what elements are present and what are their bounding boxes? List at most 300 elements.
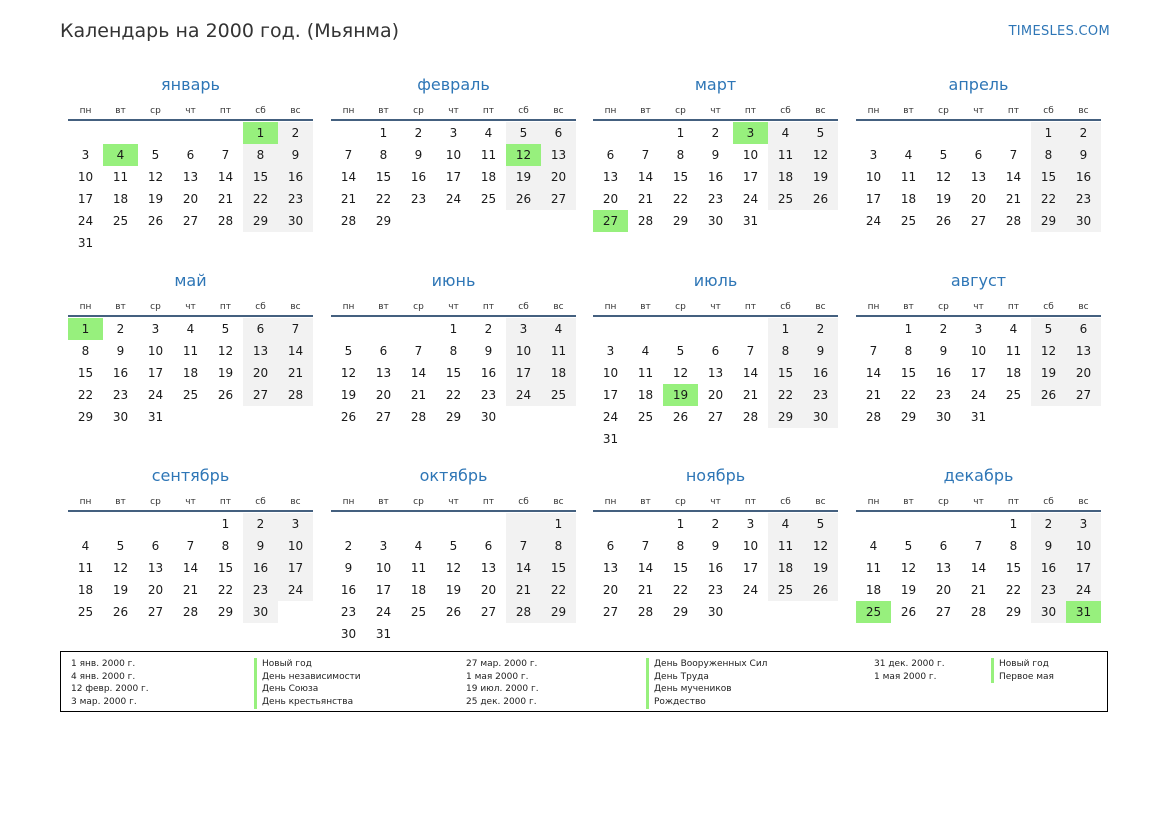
day-cell: 15 [541, 557, 576, 579]
day-cell: 24 [77, 214, 94, 228]
day-cell: 27 [602, 605, 619, 619]
weekday-label: вт [903, 106, 914, 116]
month-name: январь [161, 75, 220, 94]
day-cell: 11 [182, 344, 199, 358]
legend-date: 31 дек. 2000 г. [874, 659, 945, 669]
month-name: октябрь [419, 466, 488, 485]
empty-cell [593, 513, 628, 535]
legend-date: 1 мая 2000 г. [874, 671, 937, 682]
month-10 [593, 466, 838, 623]
day-cell: 7 [414, 344, 423, 358]
day-cell: 15 [445, 366, 462, 380]
weekday-label: пн [867, 497, 880, 507]
day-cell: 12 [803, 144, 838, 166]
day-cell: 29 [217, 605, 234, 619]
empty-cell [856, 122, 891, 144]
day-cell: 29 [375, 214, 392, 228]
day-cell: 31 [742, 214, 759, 228]
day-cell: 27 [970, 214, 987, 228]
day-cell: 18 [77, 583, 94, 597]
day-cell: 26 [900, 605, 917, 619]
empty-cell [856, 513, 891, 535]
day-cell: 4 [484, 126, 493, 140]
day-cell: 13 [480, 561, 497, 575]
weekday-label: пт [1007, 106, 1020, 116]
day-cell: 22 [541, 579, 576, 601]
day-cell: 13 [375, 366, 392, 380]
weekday-label: пн [867, 106, 880, 116]
month-8 [68, 466, 313, 623]
weekday-label: пт [219, 497, 232, 507]
day-cell: 10 [77, 170, 94, 184]
day-cell: 28 [182, 605, 199, 619]
empty-cell [331, 513, 366, 535]
day-cell: 14 [278, 340, 313, 362]
day-cell: 15 [1031, 166, 1066, 188]
day-cell: 4 [414, 539, 423, 553]
legend-date: 1 мая 2000 г. [466, 671, 529, 682]
day-cell: 16 [803, 362, 838, 384]
empty-cell [891, 122, 926, 144]
empty-cell [103, 122, 138, 144]
day-cell: 24 [445, 192, 462, 206]
day-cell: 26 [147, 214, 164, 228]
empty-cell [628, 122, 663, 144]
weekday-label: вс [1078, 497, 1089, 507]
day-cell: 6 [939, 539, 948, 553]
day-cell: 3 [869, 148, 878, 162]
weekday-header [593, 299, 838, 317]
day-cell: 8 [243, 144, 278, 166]
day-cell: 16 [410, 170, 427, 184]
weekday-label: ср [675, 106, 686, 116]
day-cell: 30 [1031, 601, 1066, 623]
holiday-day-cell: 3 [733, 122, 768, 144]
month-6 [593, 271, 838, 450]
legend-date: 4 янв. 2000 г. [71, 671, 136, 682]
day-cell: 11 [410, 561, 427, 575]
empty-cell [926, 513, 961, 535]
legend-holiday-name: Рождество [646, 696, 767, 709]
weekday-label: вс [290, 302, 301, 312]
day-cell: 24 [865, 214, 882, 228]
day-cell: 4 [641, 344, 650, 358]
day-cell: 23 [803, 384, 838, 406]
day-cell: 26 [112, 605, 129, 619]
day-cell: 10 [147, 344, 164, 358]
day-cell: 23 [410, 192, 427, 206]
weekday-label: сб [518, 497, 529, 507]
day-cell: 21 [865, 388, 882, 402]
day-cell: 30 [935, 410, 952, 424]
legend-date: 12 февр. 2000 г. [71, 684, 149, 695]
day-cell: 6 [484, 539, 493, 553]
weekday-label: вс [290, 106, 301, 116]
day-cell: 2 [803, 318, 838, 340]
day-cell: 3 [746, 517, 755, 531]
day-cell: 13 [935, 561, 952, 575]
day-cell: 2 [484, 322, 493, 336]
day-cell: 25 [768, 579, 803, 601]
day-cell: 30 [340, 627, 357, 641]
weekday-label: вс [290, 497, 301, 507]
day-cell: 25 [112, 214, 129, 228]
day-cell: 17 [742, 561, 759, 575]
day-cell: 21 [1005, 192, 1022, 206]
day-cell: 22 [768, 384, 803, 406]
month-11 [856, 466, 1101, 623]
day-cell: 5 [449, 539, 458, 553]
holiday-legend [60, 651, 1108, 712]
day-cell: 29 [1005, 605, 1022, 619]
day-cell: 12 [935, 170, 952, 184]
day-cell: 25 [1005, 388, 1022, 402]
day-cell: 23 [935, 388, 952, 402]
weekday-label: чт [710, 497, 721, 507]
day-cell: 7 [506, 535, 541, 557]
day-cell: 15 [672, 561, 689, 575]
day-cell: 22 [672, 583, 689, 597]
day-cell: 6 [243, 318, 278, 340]
weekday-label: сб [780, 106, 791, 116]
day-cell: 3 [81, 148, 90, 162]
month-4 [68, 271, 313, 428]
weekday-label: вс [815, 302, 826, 312]
empty-cell [698, 318, 733, 340]
weekday-label: чт [448, 497, 459, 507]
day-cell: 25 [768, 188, 803, 210]
legend-holiday-name: Новый год [254, 658, 361, 671]
weekday-label: ср [675, 497, 686, 507]
day-cell: 26 [672, 410, 689, 424]
day-cell: 27 [243, 384, 278, 406]
site-link[interactable]: TIMESLES.COM [1008, 24, 1110, 39]
weekday-header [856, 299, 1101, 317]
month-5 [331, 271, 576, 428]
day-cell: 5 [1031, 318, 1066, 340]
day-cell: 27 [375, 410, 392, 424]
weekday-header [593, 103, 838, 121]
weekday-label: вт [115, 106, 126, 116]
day-cell: 28 [865, 410, 882, 424]
weekday-header [856, 103, 1101, 121]
day-cell: 21 [340, 192, 357, 206]
day-cell: 13 [602, 170, 619, 184]
weekday-label: сб [1043, 497, 1054, 507]
weekday-label: ср [938, 302, 949, 312]
month-0 [68, 75, 313, 254]
empty-cell [103, 513, 138, 535]
day-cell: 26 [217, 388, 234, 402]
day-cell: 22 [243, 188, 278, 210]
day-cell: 14 [506, 557, 541, 579]
weekday-label: чт [973, 302, 984, 312]
day-cell: 28 [970, 605, 987, 619]
day-cell: 16 [1066, 166, 1101, 188]
day-cell: 6 [974, 148, 983, 162]
day-cell: 15 [900, 366, 917, 380]
day-cell: 15 [217, 561, 234, 575]
day-cell: 29 [900, 410, 917, 424]
weekday-label: пн [79, 497, 92, 507]
day-cell: 9 [243, 535, 278, 557]
day-cell: 8 [676, 148, 685, 162]
day-cell: 29 [243, 210, 278, 232]
day-cell: 17 [278, 557, 313, 579]
day-cell: 17 [445, 170, 462, 184]
day-cell: 11 [768, 535, 803, 557]
day-cell: 7 [278, 318, 313, 340]
day-cell: 30 [1066, 210, 1101, 232]
weekday-label: пн [342, 302, 355, 312]
day-cell: 12 [340, 366, 357, 380]
day-cell: 1 [379, 126, 388, 140]
day-cell: 16 [243, 557, 278, 579]
day-cell: 4 [1009, 322, 1018, 336]
day-cell: 7 [1009, 148, 1018, 162]
day-cell: 7 [344, 148, 353, 162]
day-cell: 22 [77, 388, 94, 402]
day-cell: 8 [541, 535, 576, 557]
empty-cell [856, 318, 891, 340]
weekday-header [331, 299, 576, 317]
day-cell: 1 [904, 322, 913, 336]
day-cell: 1 [768, 318, 803, 340]
weekday-header [593, 494, 838, 512]
day-cell: 9 [939, 344, 948, 358]
day-grid [856, 513, 1101, 623]
day-cell: 19 [935, 192, 952, 206]
day-cell: 3 [449, 126, 458, 140]
day-cell: 22 [1005, 583, 1022, 597]
day-cell: 24 [602, 410, 619, 424]
day-cell: 4 [768, 122, 803, 144]
day-cell: 4 [541, 318, 576, 340]
legend-holiday-name: День Труда [646, 671, 767, 684]
day-cell: 18 [480, 170, 497, 184]
day-cell: 17 [506, 362, 541, 384]
day-cell: 9 [278, 144, 313, 166]
day-cell: 20 [707, 388, 724, 402]
legend-date: 27 мар. 2000 г. [466, 659, 538, 669]
legend-holiday-name: День мучеников [646, 683, 767, 696]
day-cell: 21 [278, 362, 313, 384]
weekday-label: ср [675, 302, 686, 312]
day-cell: 17 [147, 366, 164, 380]
weekday-label: вт [378, 106, 389, 116]
day-cell: 14 [742, 366, 759, 380]
empty-cell [628, 318, 663, 340]
day-cell: 22 [217, 583, 234, 597]
day-cell: 22 [375, 192, 392, 206]
day-cell: 30 [707, 214, 724, 228]
weekday-label: вс [1078, 106, 1089, 116]
day-cell: 1 [1009, 517, 1018, 531]
weekday-label: пн [342, 497, 355, 507]
weekday-label: сб [1043, 302, 1054, 312]
day-cell: 14 [865, 366, 882, 380]
day-cell: 14 [410, 366, 427, 380]
day-cell: 21 [182, 583, 199, 597]
weekday-header [68, 103, 313, 121]
day-cell: 4 [768, 513, 803, 535]
day-cell: 14 [637, 561, 654, 575]
day-cell: 11 [112, 170, 129, 184]
legend-names-3 [991, 658, 1054, 683]
weekday-label: сб [780, 497, 791, 507]
empty-cell [68, 513, 103, 535]
weekday-label: вт [115, 497, 126, 507]
weekday-label: вт [903, 497, 914, 507]
day-cell: 14 [1005, 170, 1022, 184]
day-cell: 5 [116, 539, 125, 553]
day-cell: 6 [606, 539, 615, 553]
day-cell: 23 [243, 579, 278, 601]
day-cell: 5 [939, 148, 948, 162]
day-cell: 10 [742, 148, 759, 162]
day-cell: 29 [541, 601, 576, 623]
legend-names-1 [254, 658, 361, 709]
day-cell: 11 [768, 144, 803, 166]
day-cell: 7 [974, 539, 983, 553]
weekday-label: чт [185, 106, 196, 116]
day-cell: 28 [637, 214, 654, 228]
day-cell: 27 [182, 214, 199, 228]
day-cell: 24 [375, 605, 392, 619]
day-cell: 14 [637, 170, 654, 184]
weekday-label: пт [1007, 302, 1020, 312]
day-cell: 15 [1005, 561, 1022, 575]
day-cell: 17 [970, 366, 987, 380]
day-cell: 18 [865, 583, 882, 597]
day-cell: 10 [970, 344, 987, 358]
empty-cell [891, 513, 926, 535]
day-cell: 25 [541, 384, 576, 406]
day-cell: 2 [1031, 513, 1066, 535]
day-cell: 14 [970, 561, 987, 575]
day-cell: 9 [1066, 144, 1101, 166]
day-cell: 30 [803, 406, 838, 428]
weekday-label: сб [1043, 106, 1054, 116]
month-name: сентябрь [151, 466, 230, 485]
weekday-label: сб [518, 106, 529, 116]
day-cell: 31 [970, 410, 987, 424]
weekday-label: чт [448, 106, 459, 116]
weekday-label: ср [938, 497, 949, 507]
empty-cell [961, 513, 996, 535]
weekday-label: сб [518, 302, 529, 312]
weekday-label: вт [903, 302, 914, 312]
day-cell: 2 [711, 517, 720, 531]
day-cell: 22 [445, 388, 462, 402]
day-cell: 8 [81, 344, 90, 358]
day-cell: 17 [865, 192, 882, 206]
day-cell: 24 [742, 192, 759, 206]
day-grid [856, 318, 1101, 428]
day-cell: 16 [480, 366, 497, 380]
day-cell: 9 [116, 344, 125, 358]
legend-holiday-name: Первое мая [991, 671, 1054, 684]
empty-cell [366, 513, 401, 535]
weekday-header [68, 494, 313, 512]
weekday-header [331, 103, 576, 121]
weekday-header [68, 299, 313, 317]
day-cell: 11 [77, 561, 94, 575]
day-cell: 23 [707, 192, 724, 206]
holiday-day-cell: 31 [1066, 601, 1101, 623]
day-cell: 1 [449, 322, 458, 336]
day-cell: 19 [506, 166, 541, 188]
day-cell: 20 [602, 583, 619, 597]
weekday-label: вт [640, 302, 651, 312]
weekday-label: пн [604, 302, 617, 312]
day-cell: 29 [77, 410, 94, 424]
legend-holiday-name: День Вооруженных Сил [646, 658, 767, 671]
day-cell: 14 [340, 170, 357, 184]
day-cell: 21 [637, 583, 654, 597]
day-cell: 24 [742, 583, 759, 597]
day-cell: 15 [77, 366, 94, 380]
day-cell: 16 [707, 561, 724, 575]
day-cell: 11 [1005, 344, 1022, 358]
day-cell: 8 [768, 340, 803, 362]
day-cell: 3 [506, 318, 541, 340]
day-cell: 26 [340, 410, 357, 424]
weekday-label: чт [973, 106, 984, 116]
day-cell: 20 [935, 583, 952, 597]
day-cell: 19 [445, 583, 462, 597]
day-cell: 24 [1066, 579, 1101, 601]
day-cell: 17 [602, 388, 619, 402]
month-name: май [174, 271, 207, 290]
empty-cell [173, 122, 208, 144]
day-cell: 18 [410, 583, 427, 597]
legend-dates-2 [466, 658, 539, 709]
day-cell: 1 [676, 517, 685, 531]
weekday-label: ср [413, 497, 424, 507]
day-cell: 16 [935, 366, 952, 380]
weekday-label: пт [482, 106, 495, 116]
month-name: июнь [431, 271, 476, 290]
day-cell: 26 [445, 605, 462, 619]
day-cell: 19 [147, 192, 164, 206]
day-cell: 13 [541, 144, 576, 166]
day-cell: 7 [869, 344, 878, 358]
day-grid [68, 122, 313, 254]
day-grid [593, 513, 838, 623]
day-cell: 6 [186, 148, 195, 162]
day-cell: 21 [970, 583, 987, 597]
weekday-label: сб [255, 302, 266, 312]
day-cell: 18 [768, 166, 803, 188]
legend-holiday-name: День крестьянства [254, 696, 361, 709]
weekday-label: чт [448, 302, 459, 312]
month-7 [856, 271, 1101, 428]
day-cell: 2 [116, 322, 125, 336]
day-cell: 27 [147, 605, 164, 619]
day-cell: 30 [112, 410, 129, 424]
empty-cell [436, 513, 471, 535]
day-cell: 21 [637, 192, 654, 206]
day-cell: 16 [112, 366, 129, 380]
day-cell: 23 [1031, 579, 1066, 601]
day-cell: 12 [147, 170, 164, 184]
day-cell: 16 [278, 166, 313, 188]
weekday-header [856, 494, 1101, 512]
day-cell: 7 [641, 539, 650, 553]
day-cell: 17 [1066, 557, 1101, 579]
weekday-label: сб [255, 106, 266, 116]
